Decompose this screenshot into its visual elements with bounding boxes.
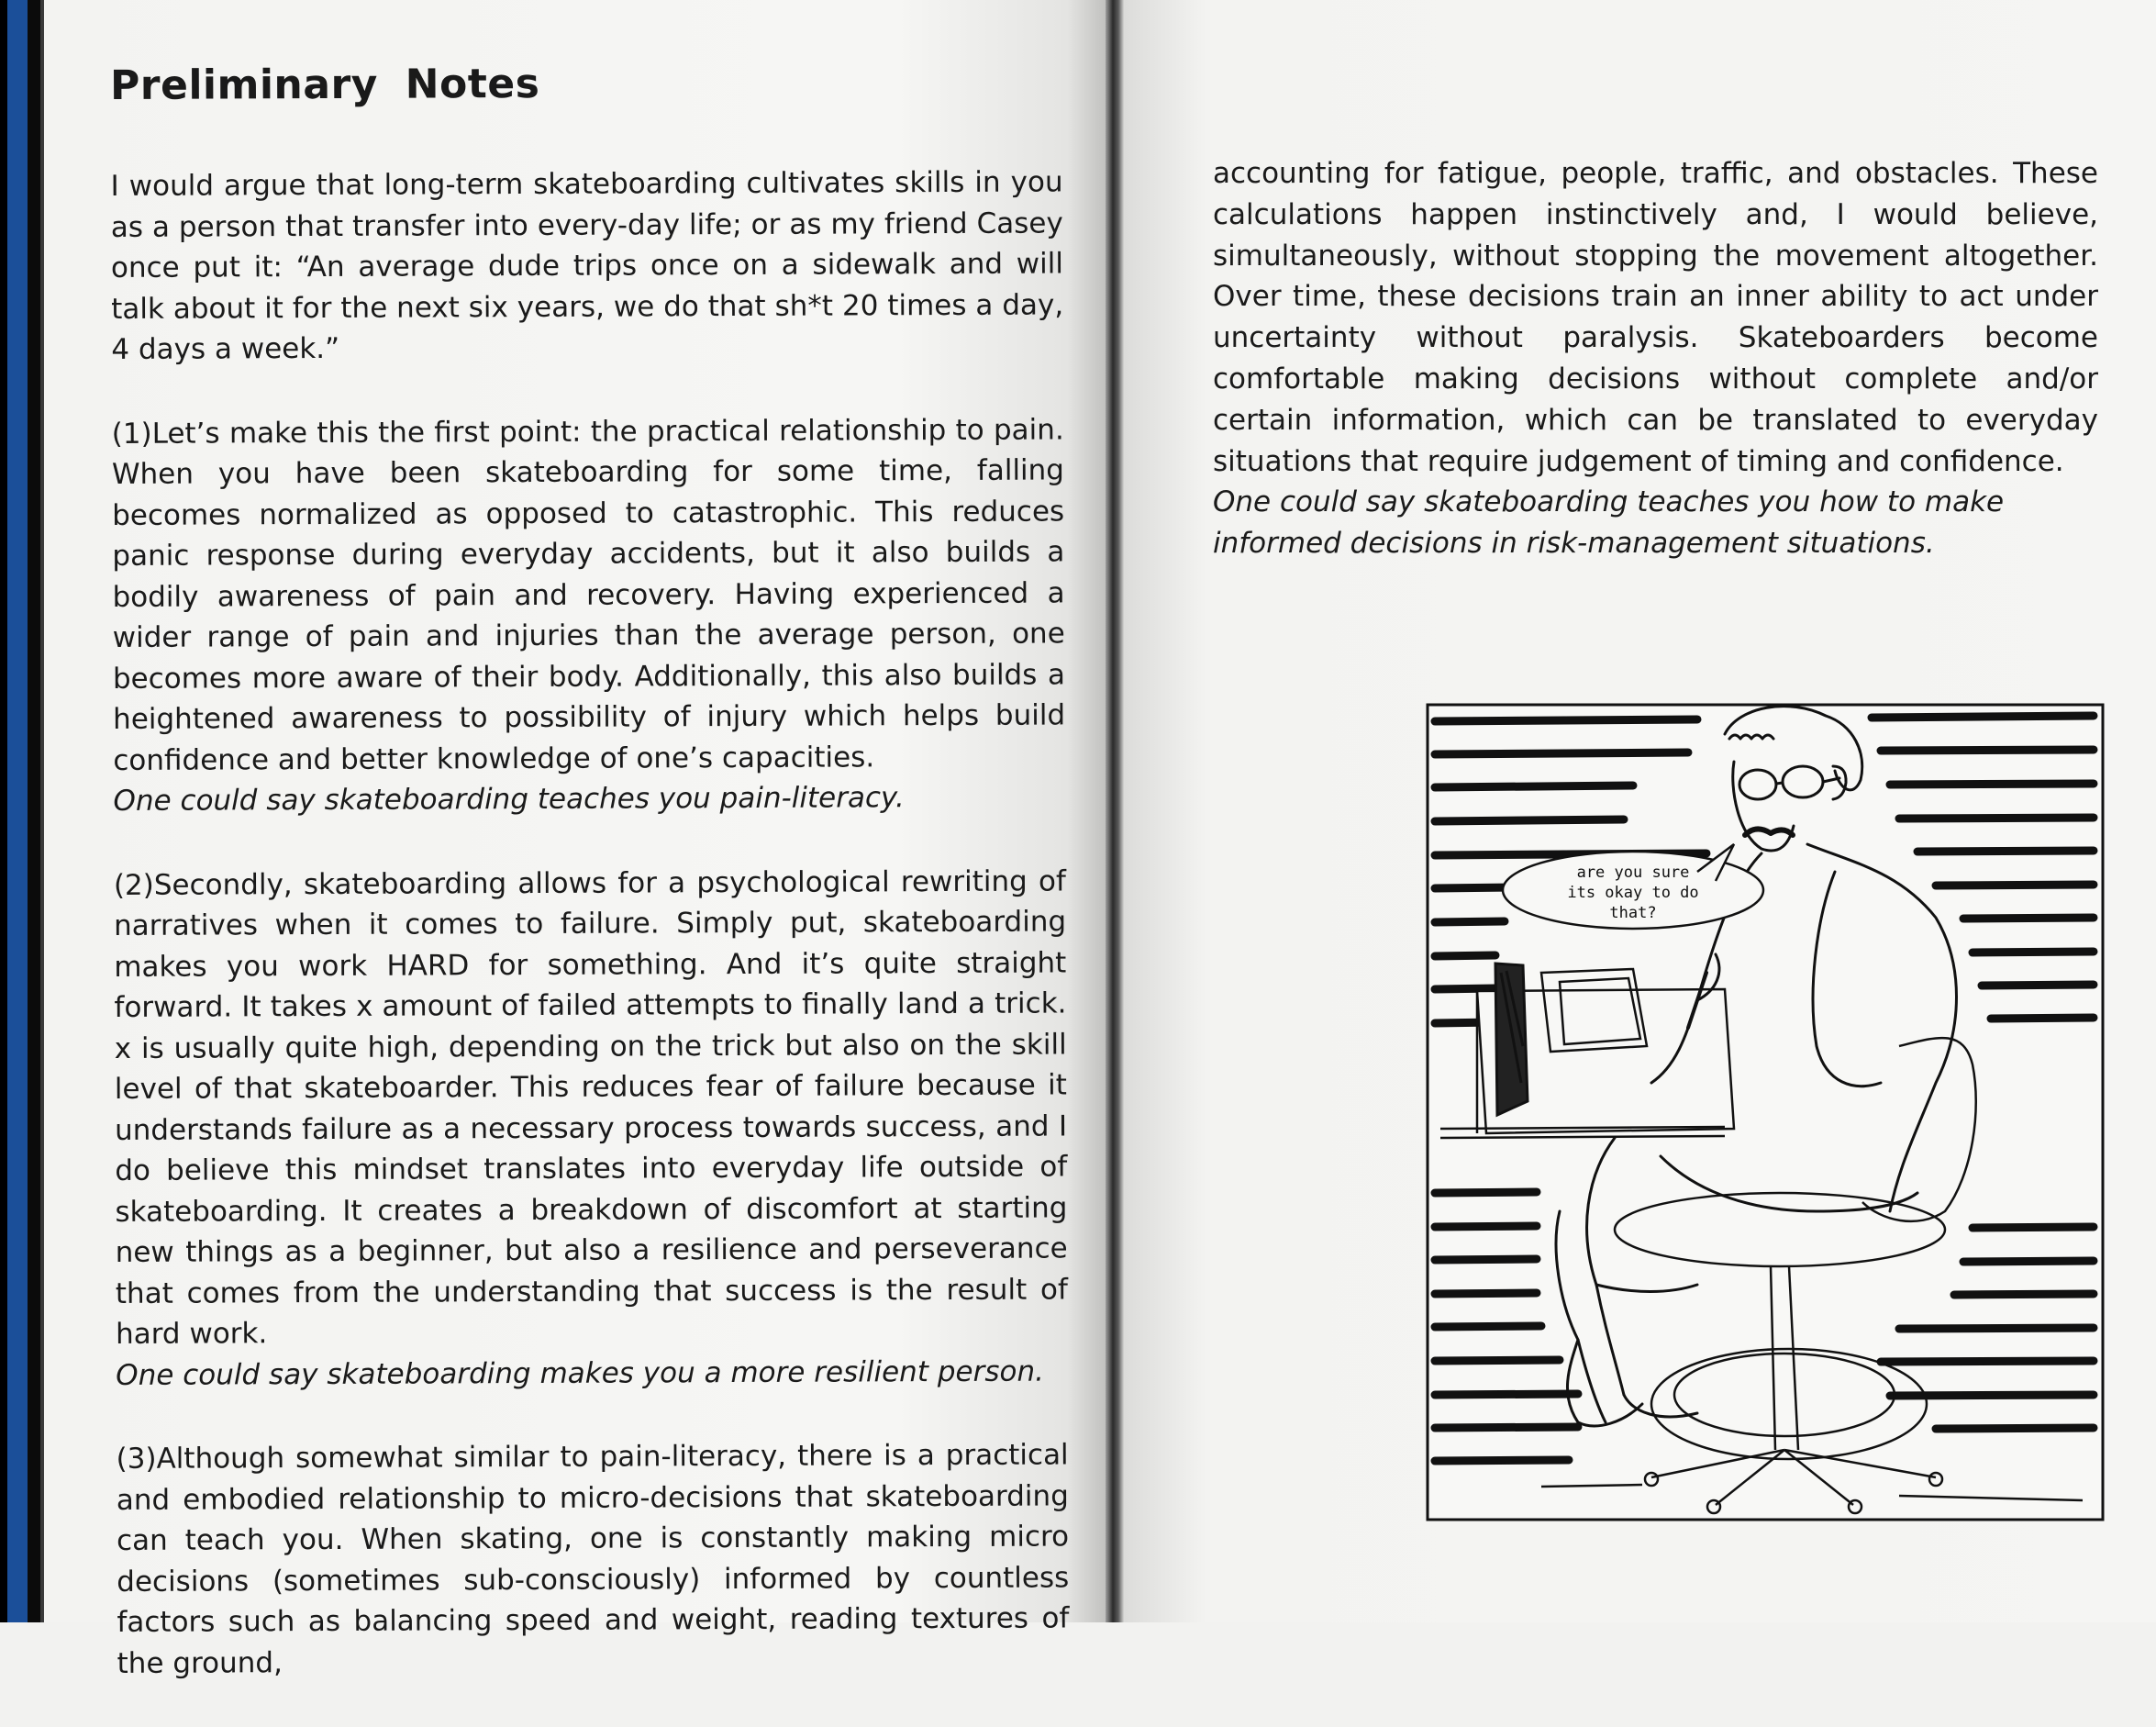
book-spine-edge	[0, 0, 44, 1622]
ink-illustration	[1422, 697, 2112, 1532]
paragraph-conclusion: One could say skateboarding makes you a more resilient person.	[116, 1354, 1044, 1392]
laptop-drawing	[1495, 964, 1528, 1115]
illustration-svg	[1422, 697, 2112, 1532]
speech-line-1: are you sure	[1576, 864, 1690, 882]
paragraph-text: (3)Although somewhat similar to pain-literacy, there is a practical and embodied relationship to micro-decisions that skateboarding can teach you. When skating, one is constantly making micro decisions (sometimes sub-consciously) informed by countless factors such as balancing speed and weight, reading textures of the ground,	[116, 1438, 1070, 1680]
right-page-content	[1213, 153, 2098, 564]
intro-paragraph	[110, 162, 1063, 370]
book-gutter	[1106, 0, 1124, 1622]
point-2-paragraph	[114, 861, 1069, 1396]
left-page-content	[110, 58, 1070, 1727]
paragraph-text: I would argue that long-term skateboarding cultivates skills in you as a person that transfer into every-day life; or as my friend Casey once put it: “An average dude trips once on a sidewalk and will talk about it for the next six years, we do that sh*t 20 times a day, 4 days a week.”	[110, 165, 1064, 366]
speech-line-3: that?	[1609, 904, 1657, 922]
point-3-paragraph	[117, 1434, 1070, 1684]
point-3-continued-paragraph	[1213, 153, 2098, 564]
paragraph-conclusion: One could say skateboarding teaches you pain-literacy.	[113, 781, 905, 818]
paragraph-text: (2)Secondly, skateboarding allows for a psychological rewriting of narratives when it comes to failure. Simply put, skateboarding makes you work HARD for something. And it’s quite straight forward. It takes x amount of failed attempts to finally land a trick. x is usually quite high, depending on the trick but also on the skill level of that skateboarder. This reduces fear of failure because it understands failure as a necessary process towards success, and I do believe this mindset translates into everyday life outside of skateboarding. It creates a breakdown of discomfort at starting new things as a beginner, but also a resilience and perseverance that comes from the understanding that success is the result of hard work.	[113, 864, 1068, 1351]
page-title: Preliminary Notes	[110, 60, 540, 109]
paragraph-conclusion: One could say skateboarding teaches you how to make informed decisions in risk-management situations.	[1213, 485, 2005, 561]
speech-line-2: its okay to do	[1567, 884, 1699, 902]
point-1-paragraph	[112, 409, 1066, 822]
paragraph-text: (1)Let’s make this the first point: the practical relationship to pain. When you have been skateboarding for some time, falling becomes normalized as opposed to catastrophic. This reduces panic response during everyday accidents, but it also builds a bodily awareness of pain and recovery. Having experienced a wider range of pain and injuries than the average person, one becomes more aware of their body. Additionally, this also builds a heightened awareness to possibility of injury which helps build confidence and better knowledge of one’s capacities.	[111, 412, 1066, 777]
desk-drawing	[1440, 969, 1734, 1138]
paragraph-text: accounting for fatigue, people, traffic, and obstacles. These calculations happen instinctively and, I would believe, simultaneously, without stopping the movement altogether. Over time, these decisions train an inner ability to act under uncertainty without paralysis. Skateboarders become comfortable making decisions without complete and/or certain information, which can be translated to everyday situations that require judgement of timing and confidence.	[1213, 157, 2098, 478]
